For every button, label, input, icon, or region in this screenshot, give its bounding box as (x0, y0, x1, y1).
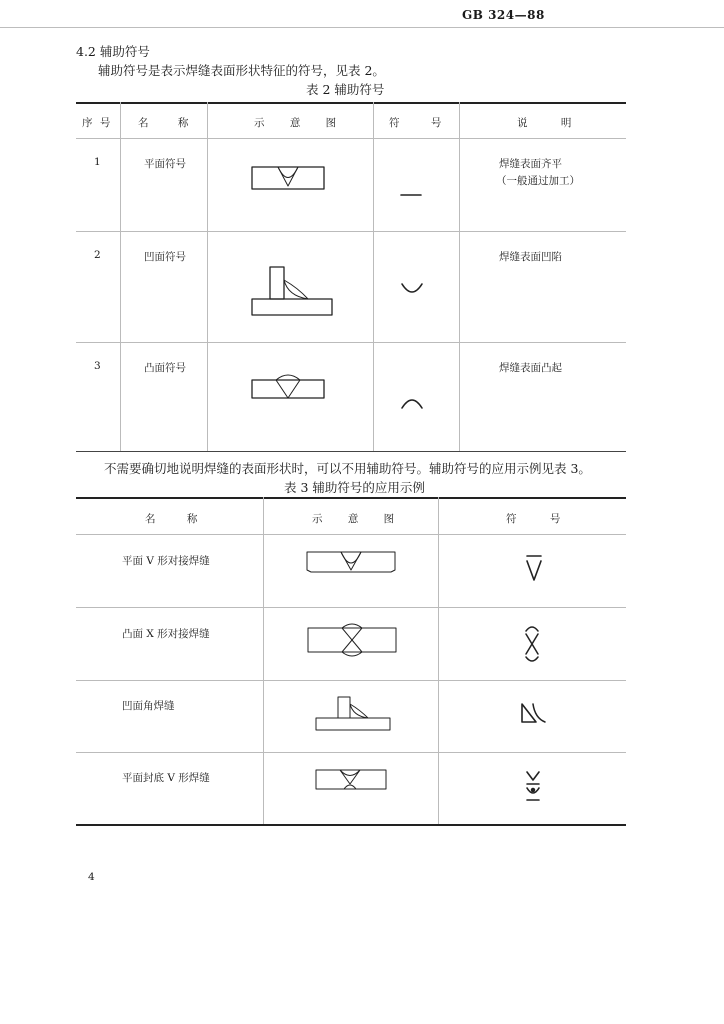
convex-weld-diagram-icon (250, 372, 326, 404)
flat-v-symbol-icon (524, 553, 544, 583)
header-divider (0, 27, 724, 28)
table-2-top-rule (76, 102, 626, 104)
table-3-top-rule (76, 497, 626, 499)
table-3-header-symbol: 符 号 (506, 513, 563, 525)
table-2-header-rule (76, 138, 626, 139)
table-3-col-divider (438, 497, 439, 824)
table-2-header-no: 序 号 (82, 117, 113, 129)
concave-fillet-symbol-icon (519, 700, 547, 726)
row-number: 3 (94, 360, 101, 372)
table-2-header-name: 名 称 (138, 117, 191, 129)
row-name: 平面封底 V 形焊缝 (122, 772, 210, 784)
flat-weld-diagram-icon (250, 158, 326, 192)
row-description-note: （一般通过加工） (496, 175, 580, 187)
page-number: 4 (88, 871, 95, 883)
convex-x-symbol-icon (522, 622, 542, 666)
row-name: 平面 V 形对接焊缝 (122, 555, 210, 567)
flat-v-butt-weld-diagram-icon (305, 550, 397, 576)
row-number: 2 (94, 249, 101, 261)
row-name: 凸面符号 (144, 362, 186, 374)
flat-backing-v-symbol-icon (523, 768, 543, 804)
table-3-caption: 表 3 辅助符号的应用示例 (284, 480, 425, 495)
table-3-header-name: 名 称 (145, 513, 200, 525)
table-2-col-divider (120, 102, 121, 451)
table-3-header-rule (76, 534, 626, 535)
concave-fillet-weld-diagram-icon (314, 694, 392, 734)
standard-code: GB 324—88 (462, 8, 545, 22)
table-2-header-diagram: 示 意 图 (254, 117, 339, 129)
row-description: 焊缝表面凹陷 (499, 251, 562, 263)
section-description: 辅助符号是表示焊缝表面形状特征的符号，见表 2。 (98, 63, 385, 78)
row-name: 凹面角焊缝 (122, 700, 175, 712)
table-2-row-rule (76, 231, 626, 232)
table-2-caption: 表 2 辅助符号 (306, 82, 385, 97)
flat-symbol-icon (399, 190, 423, 200)
table-2-header-symbol: 符 号 (389, 117, 444, 129)
table-3-col-divider (263, 497, 264, 824)
row-name: 凸面 X 形对接焊缝 (122, 628, 210, 640)
table-2-bottom-rule (76, 451, 626, 452)
table-3-header-diagram: 示 意 图 (312, 513, 397, 525)
concave-symbol-icon (399, 280, 425, 296)
usage-note: 不需要确切地说明焊缝的表面形状时，可以不用辅助符号。辅助符号的应用示例见表 3。 (104, 461, 591, 476)
table-2-col-divider (373, 102, 374, 451)
row-number: 1 (94, 156, 101, 168)
table-3-row-rule (76, 607, 626, 608)
table-2-col-divider (207, 102, 208, 451)
convex-x-butt-weld-diagram-icon (306, 624, 398, 656)
convex-symbol-icon (399, 396, 425, 410)
table-2-col-divider (459, 102, 460, 451)
flat-backing-v-weld-diagram-icon (314, 767, 388, 793)
table-2-header-description: 说 明 (517, 117, 574, 129)
table-3-bottom-rule (76, 824, 626, 826)
row-description: 焊缝表面齐平 (499, 158, 562, 170)
row-name: 平面符号 (144, 158, 186, 170)
table-2-row-rule (76, 342, 626, 343)
table-3-row-rule (76, 680, 626, 681)
row-name: 凹面符号 (144, 251, 186, 263)
section-title: 4.2 辅助符号 (76, 44, 150, 59)
row-description: 焊缝表面凸起 (499, 362, 562, 374)
concave-fillet-diagram-icon (250, 264, 334, 318)
table-3-row-rule (76, 752, 626, 753)
